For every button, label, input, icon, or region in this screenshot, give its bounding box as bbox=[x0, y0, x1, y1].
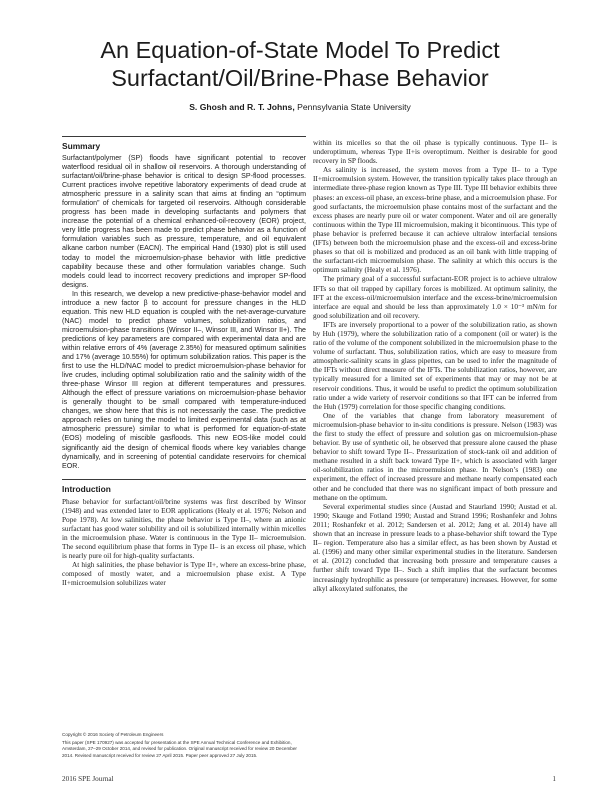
right-paragraph-6: Several experimental studies since (Austad and Staurland 1990; Austad et al. 1990; Skauge and Fotland 1990; Austad and Strand 1996; Roshanfekr and Johns 2011; Roshanfekr et al. 2012; Sandersen et al. 2012; Jang et al. 2014) have all shown that an increase in pressure leads to a phase-behavior shift toward the Type II– region. Temperature also has a similar effect, as has been shown by Austad et al. (1996) and many other similar experimental studies in the literature. Sandersen et al. (2012) concluded that increasing both pressure and temperature causes a further shift toward Type II–. Such a shift implies that the surfactant becomes increasingly hydrophilic as pressure (or temperature) increases. However, for some alkyl alkoxylated sulfonates, the bbox=[313, 501, 557, 593]
footnote bbox=[62, 732, 302, 761]
introduction-heading: Introduction bbox=[62, 483, 111, 494]
right-paragraph-3: The primary goal of a successful surfactant-EOR project is to achieve ultralow IFTs so that oil trapped by capillary forces is mobilized. At optimum salinity, the IFT at the excess-oil/microemulsion interface and the excess-brine/microemulsion interface are equal and should be less than approximately 1.0 × 10⁻³ mN/m for good solubilization and oil recovery. bbox=[313, 274, 557, 320]
manuscript-note: This paper (SPE 170927) was accepted for presentation at the SPE Annual Technical Conference and Exhibition, Amsterdam, 27–29 October 2014, and revised for publication. Original manuscript received for review 20 December 2014. Revised manuscript received for review 27 April 2015. Paper peer approved 27 July 2015. bbox=[62, 740, 297, 758]
summary-section bbox=[62, 154, 306, 471]
page-number: 1 bbox=[552, 775, 556, 783]
right-paragraph-4: IFTs are inversely proportional to a power of the solubilization ratio, as shown by Huh (1979), where the solubilization ratio of a component (oil or water) is the ratio of the volume of the component solubilized in the microemulsion phase to the volume of surfactant. Thus, solubilization ratios, which are easy to measure from atmospheric-salinity scans in glass pipettes, can be used to infer the magnitude of the IFTs without direct measure of the IFTs. The solubilization ratios, however, are typically measured for a limited set of experiments that may or may not be at reservoir conditions. Thus, it would be useful to predict the optimum solubilization ratio under a wide variety of reservoir conditions so that IFT can be inferred from the Huh (1979) correlation for those specific changing conditions. bbox=[313, 319, 557, 411]
author-affiliation: Pennsylvania State University bbox=[294, 102, 411, 112]
right-column bbox=[313, 138, 557, 593]
introduction-top-rule bbox=[62, 479, 306, 480]
right-paragraph-1: within its micelles so that the oil phase is typically continuous. Type II– is underoptimum, whereas Type II+is overoptimum. Neither is desirable for good recovery in SP floods. bbox=[313, 138, 557, 166]
copyright-notice: Copyright © 2016 Society of Petroleum Engineers bbox=[62, 732, 164, 737]
left-column bbox=[62, 136, 306, 588]
summary-paragraph-1: Surfactant/polymer (SP) floods have significant potential to recover waterflood residual oil in shallow oil reservoirs. A thorough understanding of surfactant/oil/brine-phase behavior is critical to design SP-flood processes. Current practices involve repetitive laboratory experiments of dead crude at atmospheric pressure in a salinity scan that aims at finding an “optimum formulation” of chemicals for targeted oil reservoirs. Although considerable progress has been made in developing surfactants and polymers that increase the potential of a chemical enhanced-oil-recovery (EOR) project, very little progress has been made to predict phase behavior as a function of formulation variables such as pressure, temperature, and oil equivalent alkane carbon number (EACN). The empirical Hand (1930) plot is still used today to model the microemulsion-phase behavior with little predictive capability because these and other formulation variables change. Such models could lead to incorrect recovery predictions and improper SP-flood designs. bbox=[62, 154, 306, 289]
right-paragraph-5: One of the variables that change from laboratory measurement of microemulsion-phase behavior to in-situ conditions is pressure. Nelson (1983) was the first to study the effect of pressure and solution gas on microemulsion-phase behavior. By use of synthetic oil, he observed that pressure alone caused the phase behavior to shift toward Type II–. Pressurization of stock-tank oil and addition of methane resulted in a shift back toward Type II+, which is associated with larger oil-solubilization ratios in the microemulsion phase. In Nelson’s (1983) one experiment, the effect of increased pressure and methane nearly compensated each other and he concluded that there was no significant impact of both pressure and methane on the optimum. bbox=[313, 410, 557, 502]
paper-title bbox=[60, 36, 540, 92]
introduction-paragraph-2: At high salinities, the phase behavior is Type II+, where an excess-brine phase, composed of mostly water, and a microemulsion phase exist. A Type II+microemulsion solubilizes water bbox=[62, 560, 306, 588]
summary-paragraph-2: In this research, we develop a new predictive-phase-behavior model and introduce a new factor β to account for pressure changes in the HLD equation. This new HLD equation is coupled with the net-average-curvature (NAC) model to predict phase volumes, solubilization ratios, and microemulsion-phase transitions (Winsor II–, Winsor III, and Winsor II+). The predictions of key parameters are compared with experimental data and are within relative errors of 4% (average 2.35%) for measured optimum salinities and 17% (average 10.55%) for optimum solubilization ratios. This paper is the first to use the HLD/NAC model to predict microemulsion-phase behavior for live crudes, including optimal solubilization ratio and the salinity width of the three-phase Winsor III region at different temperatures and pressures. Although the effect of pressure variations on microemulsion-phase behavior is generally thought to be small compared with temperature-induced changes, we show here that this is not necessarily the case. The predictive approach relies on tuning the model to limited experimental data (such as at atmospheric pressure) similar to what is performed for equation-of-state (EOS) modeling of miscible gasfloods. This new EOS-like model could significantly aid the design of chemical floods where key variables change dynamically, and in screening of potential candidate reservoirs for chemical EOR. bbox=[62, 289, 306, 470]
summary-heading: Summary bbox=[62, 141, 101, 151]
title-line-1: An Equation-of-State Model To Predict bbox=[100, 37, 500, 63]
introduction-paragraph-1: Phase behavior for surfactant/oil/brine systems was first described by Winsor (1948) and was extended later to EOR applications (Healy et al. 1976; Nelson and Pope 1978). At low salinities, the phase behavior is Type II–, where an anionic surfactant has good water solubility and oil is solubilized internally within micelles in the microemulsion phase. Water is continuous in the Type II– microemulsion. The second equilibrium phase that forms in Type II– is an excess oil phase, which is nearly pure oil for high-quality surfactants. bbox=[62, 496, 306, 561]
summary-top-rule bbox=[62, 136, 306, 137]
journal-footer: 2016 SPE Journal bbox=[62, 775, 114, 783]
author-line bbox=[60, 102, 540, 112]
author-names: S. Ghosh and R. T. Johns, bbox=[189, 102, 295, 112]
title-line-2: Surfactant/Oil/Brine-Phase Behavior bbox=[111, 65, 489, 91]
right-paragraph-2: As salinity is increased, the system moves from a Type II– to a Type II+microemulsion system. However, the transition typically takes place through an intermediate three-phase region known as Type III. Type III behavior exhibits three phases: an excess-oil phase, an excess-brine phase, and a microemulsion phase. For good surfactants, the microemulsion phase contains most of the surfactant and the excess phases are nearly pure oil or water component. Water and oil are generally continuous within the Type III microemulsion, making it bicontinuous. This type of phase behavior is preferred because it can achieve ultralow interfacial tensions (IFTs) between both the microemulsion phase and the excess-oil and excess-brine phases so that oil is mobilized and produced as an oil bank with little trapping of the surfactant-rich microemulsion phase. The salinity at which this occurs is the optimum salinity (Healy et al. 1976). bbox=[313, 165, 557, 275]
